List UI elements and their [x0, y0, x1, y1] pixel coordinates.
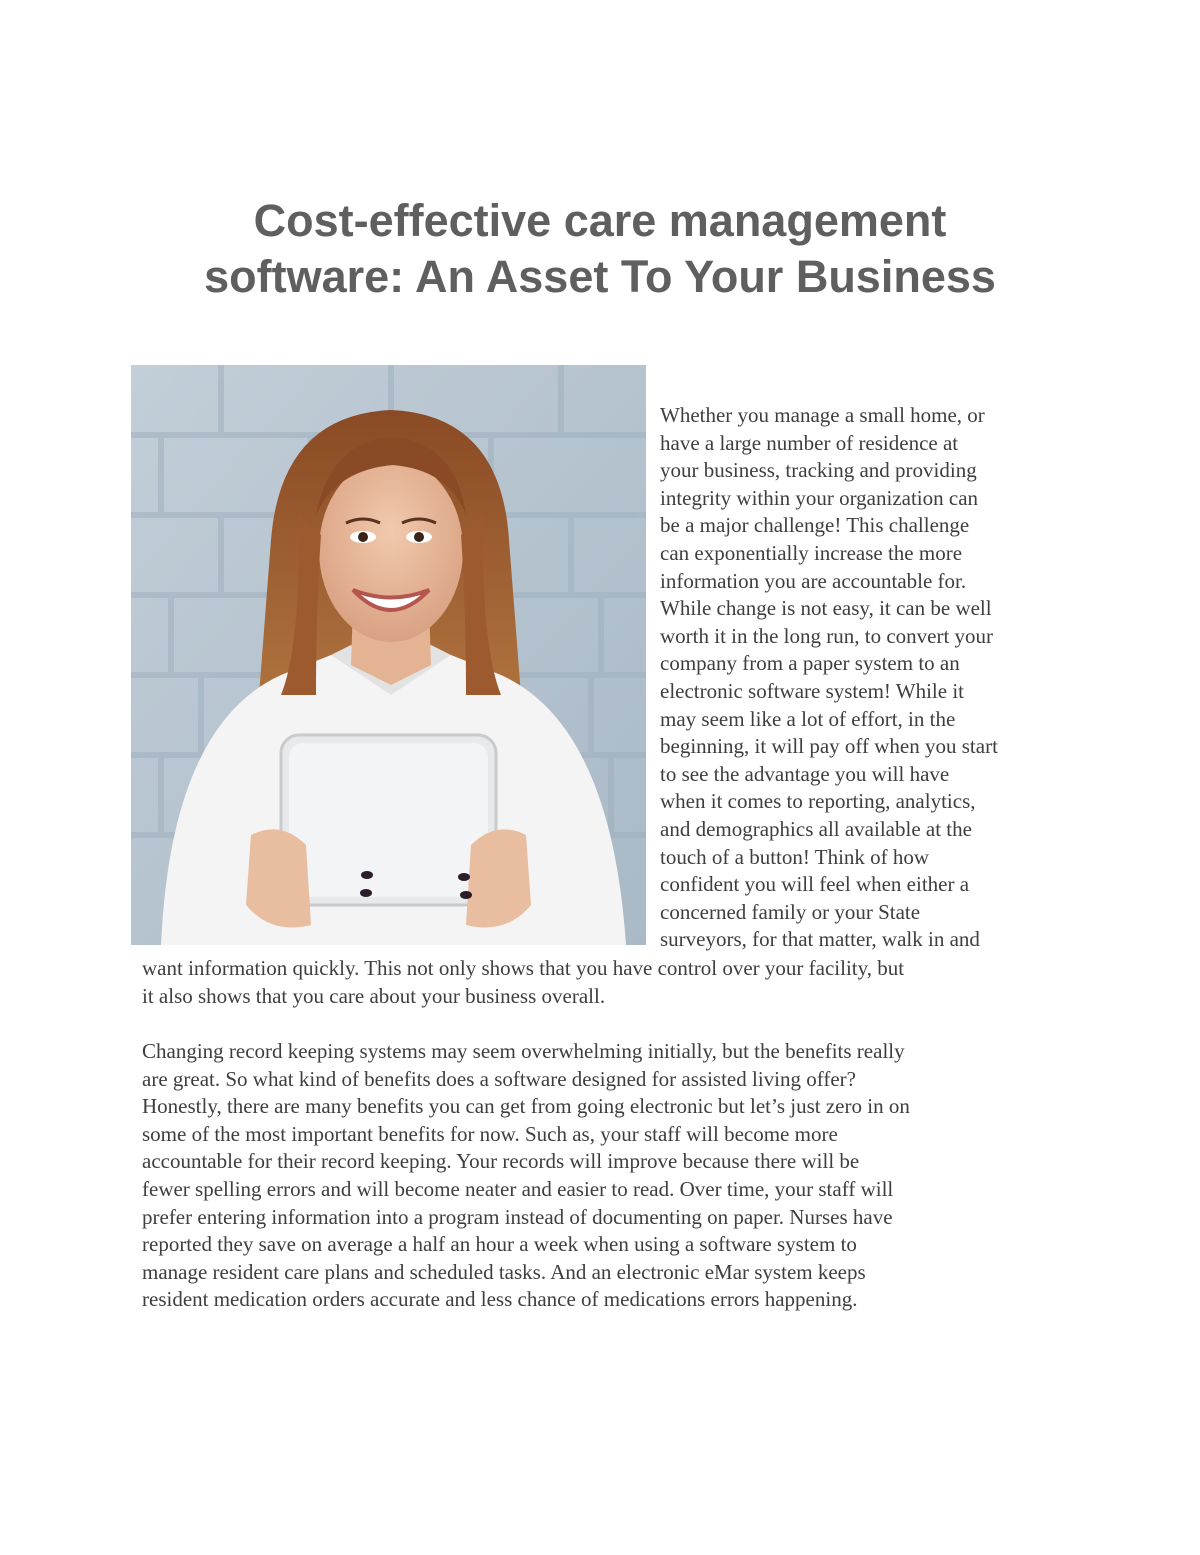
text-line: Whether you manage a small home, or	[660, 403, 985, 427]
text-line: While change is not easy, it can be well	[660, 596, 992, 621]
paragraph-1-continued	[142, 955, 1072, 1010]
text-line: Honestly, there are many benefits you can get from going electronic but let’s just zero in on	[142, 1094, 910, 1119]
woman-holding-tablet-photo	[131, 365, 646, 945]
text-line: reported they save on average a half an hour a week when using a software system to	[142, 1232, 857, 1257]
text-line: are great. So what kind of benefits does a software designed for assisted living offer?	[142, 1066, 856, 1091]
text-line: confident you will feel when either a	[660, 872, 970, 897]
text-line: be a major challenge! This challenge	[660, 513, 970, 538]
title-line: software: An Asset To Your Business	[204, 251, 996, 302]
text-line: beginning, it will pay off when you start	[660, 734, 998, 759]
text-line: have a large number of residence at	[660, 430, 959, 455]
text-line: accountable for their record keeping. Your records will improve because there will be	[142, 1149, 860, 1174]
page-title	[0, 193, 1200, 305]
text-line: fewer spelling errors and will become neater and easier to read. Over time, your staff will	[142, 1176, 894, 1201]
text-line: integrity within your organization can	[660, 485, 979, 510]
text-line: electronic software system! While it	[660, 678, 965, 703]
text-line: worth it in the long run, to convert your	[660, 623, 994, 648]
text-line: to see the advantage you will have	[660, 761, 950, 786]
text-line: your business, tracking and providing	[660, 458, 977, 483]
text-line: it also shows that you care about your business overall.	[142, 983, 606, 1008]
text-line: manage resident care plans and scheduled tasks. And an electronic eMar system keeps	[142, 1259, 866, 1284]
text-line: when it comes to reporting, analytics,	[660, 789, 976, 814]
text-line: and demographics all available at the	[660, 816, 972, 841]
text-line: touch of a button! Think of how	[660, 844, 930, 869]
text-line: information you are accountable for.	[660, 568, 967, 593]
text-line: surveyors, for that matter, walk in and	[660, 927, 980, 952]
text-line: can exponentially increase the more	[660, 540, 963, 565]
text-line: resident medication orders accurate and less chance of medications errors happening.	[142, 1287, 858, 1312]
text-line: some of the most important benefits for now. Such as, your staff will become more	[142, 1121, 838, 1146]
text-line: concerned family or your State	[660, 899, 921, 924]
text-line: may seem like a lot of effort, in the	[660, 706, 956, 731]
text-line: company from a paper system to an	[660, 651, 960, 676]
text-line: prefer entering information into a program instead of documenting on paper. Nurses have	[142, 1204, 893, 1229]
text-line: Changing record keeping systems may seem overwhelming initially, but the benefits really	[142, 1039, 905, 1063]
paragraph-2	[142, 1038, 1072, 1314]
paragraph-1-wrapped	[660, 402, 1080, 954]
title-line: Cost-effective care management	[253, 195, 947, 246]
text-line: want information quickly. This not only shows that you have control over your facility, but	[142, 956, 905, 980]
